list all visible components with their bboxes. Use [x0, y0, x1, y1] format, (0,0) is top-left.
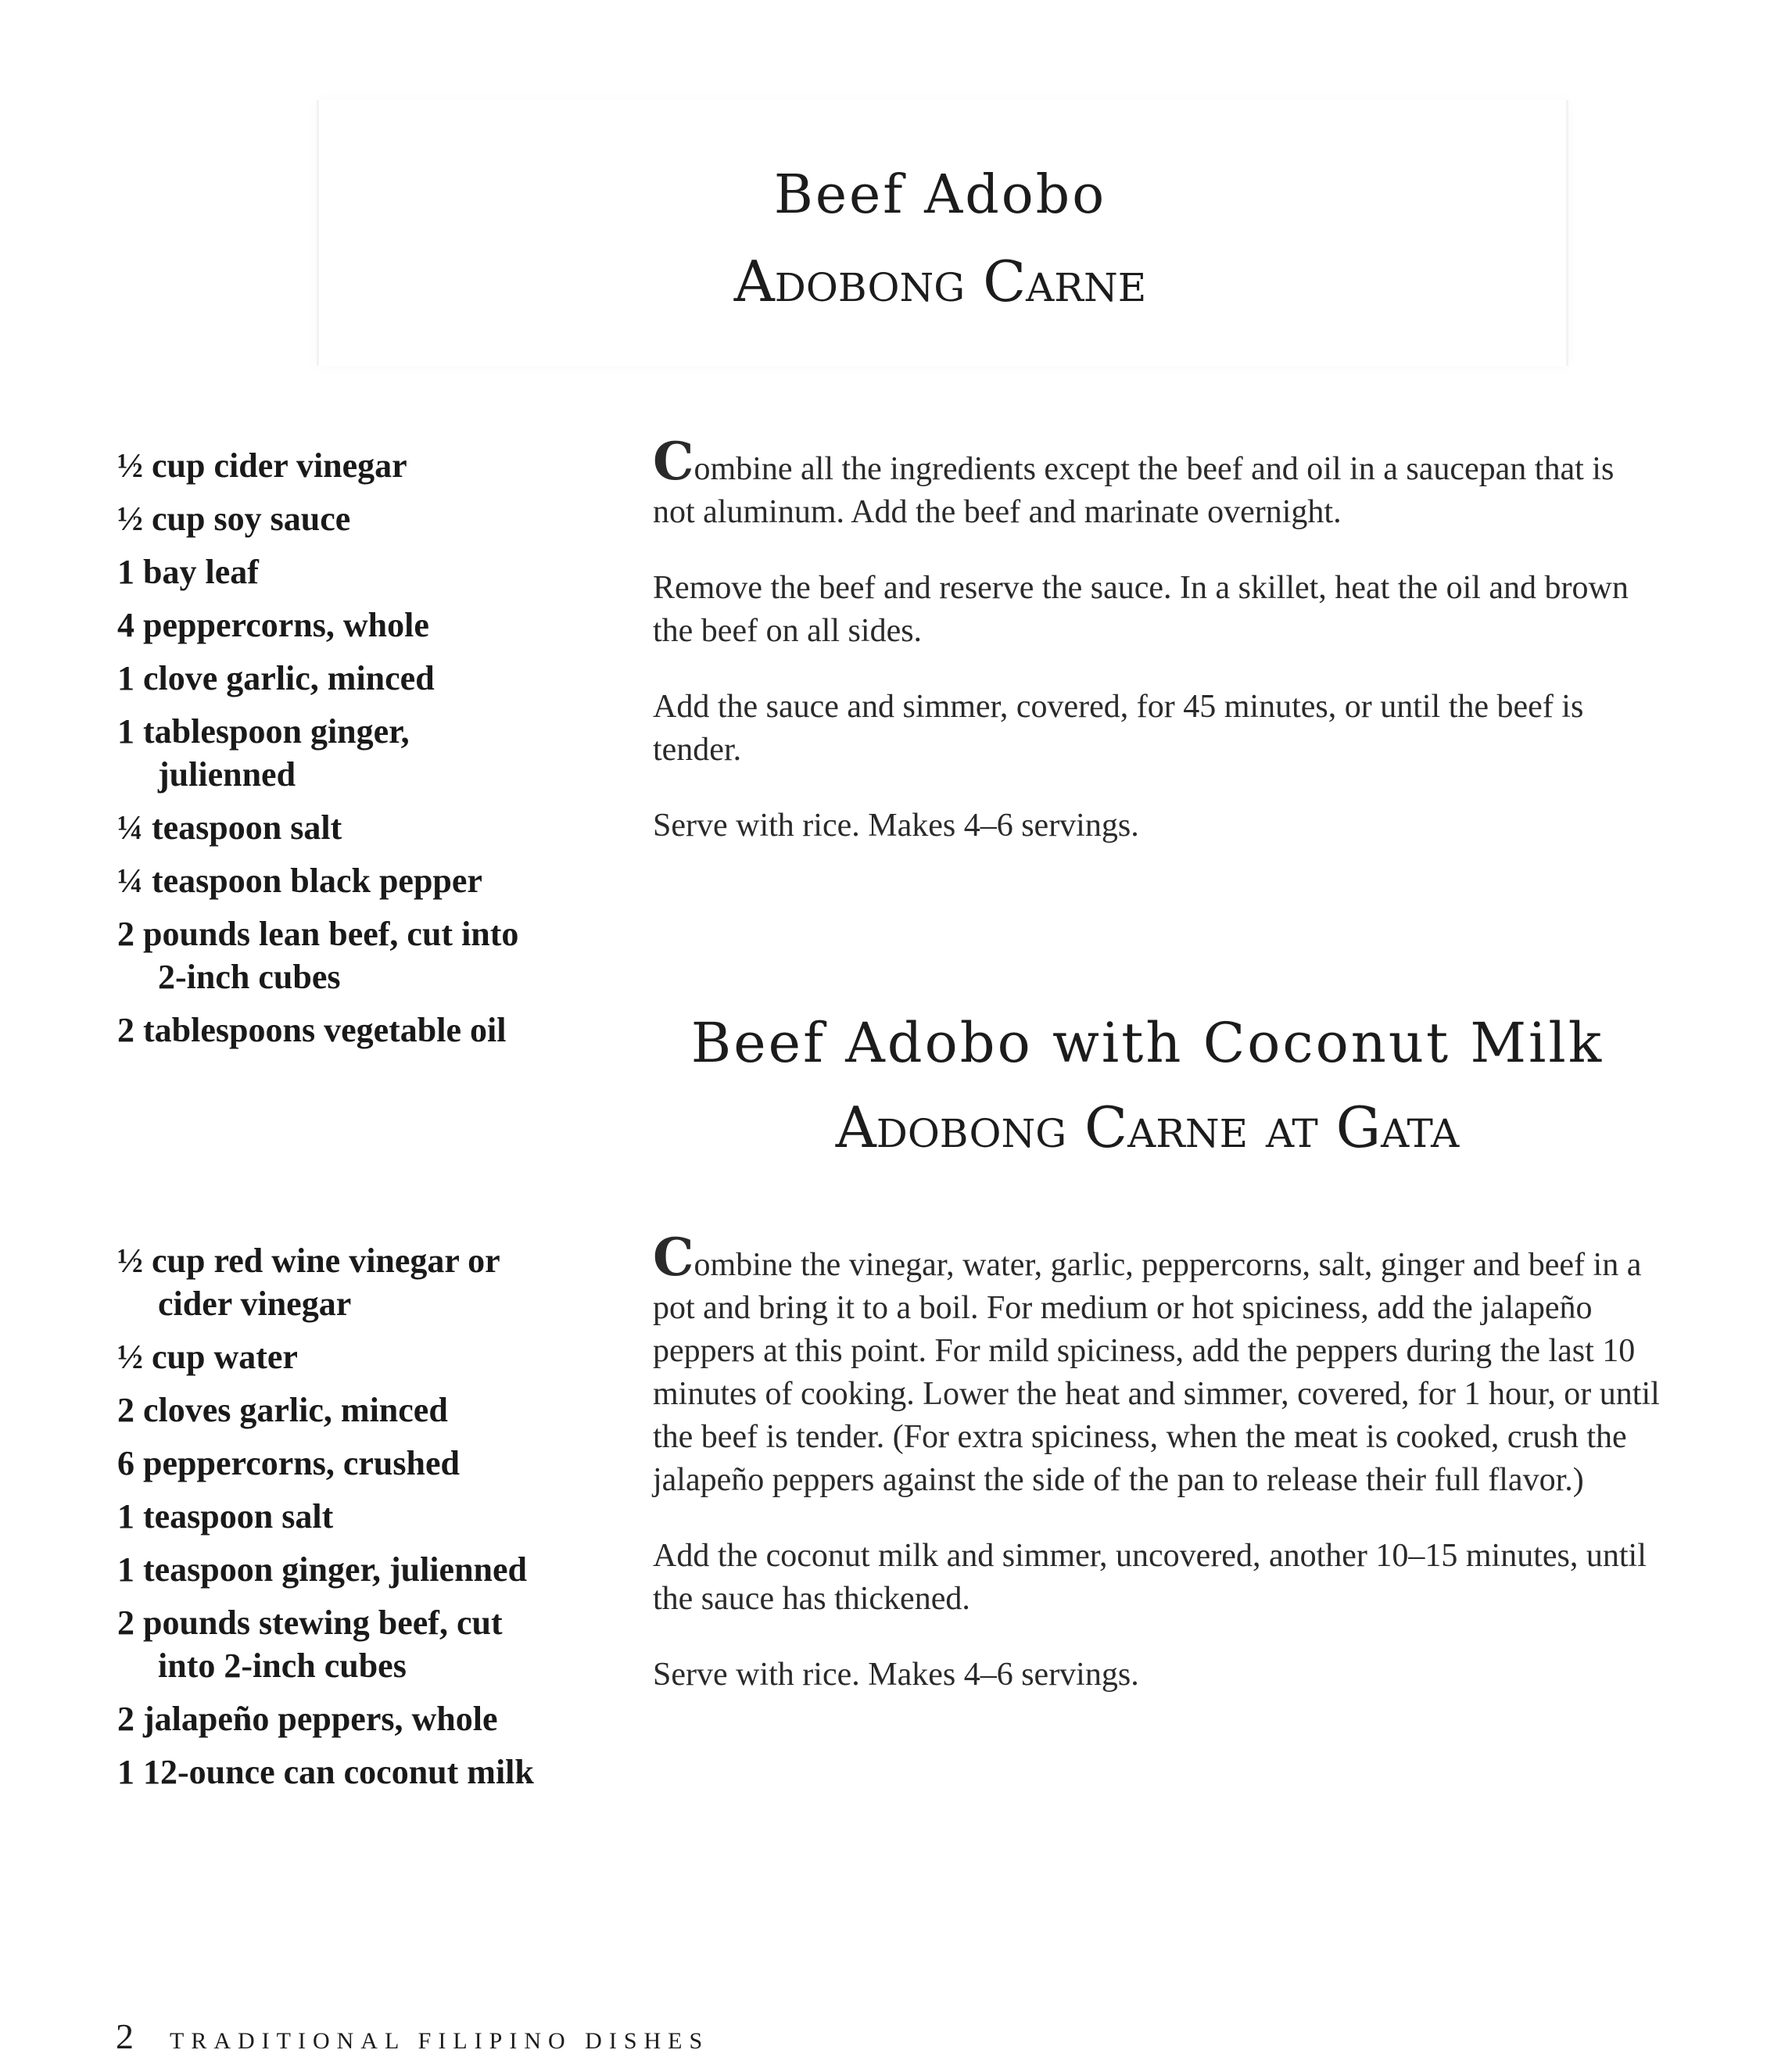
page-footer: [116, 2016, 709, 2057]
ingredient-item: 1 clove garlic, minced: [117, 659, 435, 697]
method-step: [653, 1654, 1661, 1697]
recipe-1-subtitle: Adobong Carne: [733, 249, 1147, 314]
ingredient-item: 1 tablespoon ginger, julienned: [117, 712, 410, 794]
ingredient-item: ½ cup soy sauce: [117, 500, 351, 538]
ingredient-item: 6 peppercorns, crushed: [117, 1444, 460, 1482]
drop-cap: C: [653, 1227, 694, 1288]
method-step: [653, 1227, 1661, 1502]
method-step: [653, 805, 1661, 848]
running-head: TRADITIONAL FILIPINO DISHES: [170, 2028, 710, 2054]
recipe-title-box: [317, 100, 1568, 366]
ingredient-item: 2 pounds stewing beef, cut into 2-inch cubes: [117, 1604, 503, 1685]
ingredient-item: 4 peppercorns, whole: [117, 606, 429, 644]
recipe-1-method: [653, 431, 1661, 880]
ingredient-item: 1 12-ounce can coconut milk: [117, 1753, 534, 1791]
ingredient-item: 2 cloves garlic, minced: [117, 1391, 448, 1429]
method-step: [653, 567, 1661, 653]
method-step-text: Add the sauce and simmer, covered, for 45 minutes, or until the beef is tender.: [653, 689, 1584, 768]
ingredient-item: ½ cup water: [117, 1338, 298, 1376]
ingredient-item: 1 teaspoon ginger, julienned: [117, 1550, 528, 1589]
method-step-text: Serve with rice. Makes 4–6 servings.: [653, 808, 1139, 844]
ingredient-item: 1 teaspoon salt: [117, 1497, 334, 1536]
recipe-1-title: Beef Adobo: [773, 164, 1107, 226]
method-step-text: Remove the beef and reserve the sauce. In a skillet, heat the oil and brown the beef on all sides.: [653, 570, 1629, 649]
ingredient-item: 2 tablespoons vegetable oil: [117, 1011, 507, 1049]
method-step-text: Add the coconut milk and simmer, uncovered, another 10–15 minutes, until the sauce has thickened.: [653, 1538, 1647, 1617]
ingredient-item: ¼ teaspoon salt: [117, 808, 342, 847]
drop-cap: C: [653, 431, 694, 492]
method-step: [653, 686, 1661, 772]
ingredient-item: ½ cup cider vinegar: [117, 446, 407, 485]
recipe-2-ingredient-list: [117, 1239, 563, 1804]
recipe-1-ingredient-list: [117, 444, 555, 1062]
ingredient-item: ¼ teaspoon black pepper: [117, 862, 482, 900]
method-step: [653, 1535, 1661, 1621]
recipe-2-subtitle: Adobong Carne at Gata: [835, 1095, 1460, 1160]
method-step-text: ombine all the ingredients except the beef and oil in a saucepan that is not aluminum. Add the beef and marinate overnight.: [653, 451, 1615, 530]
method-step-text: ombine the vinegar, water, garlic, peppercorns, salt, ginger and beef in a pot and bring it to a boil. For medium or hot spiciness, add the jalapeño peppers at this point. For mild spiciness, add the peppers during the last 10 minutes of cooking. Lower the heat and simmer, covered, for 1 hour, or until the beef is tender. (For extra spiciness, when the meat is cooked, crush the jalapeño peppers against the side of the pan to release their full flavor.): [653, 1247, 1660, 1498]
page-number: 2: [116, 2016, 134, 2056]
method-step-text: Serve with rice. Makes 4–6 servings.: [653, 1657, 1139, 1693]
ingredient-item: 2 pounds lean beef, cut into 2-inch cubes: [117, 915, 519, 996]
method-step: [653, 431, 1661, 534]
recipe-2-title: Beef Adobo with Coconut Milk: [690, 1011, 1604, 1075]
ingredient-item: 2 jalapeño peppers, whole: [117, 1700, 498, 1738]
ingredient-item: ½ cup red wine vinegar or cider vinegar: [117, 1242, 500, 1323]
ingredient-item: 1 bay leaf: [117, 553, 259, 591]
recipe-2-method: [653, 1227, 1661, 1729]
